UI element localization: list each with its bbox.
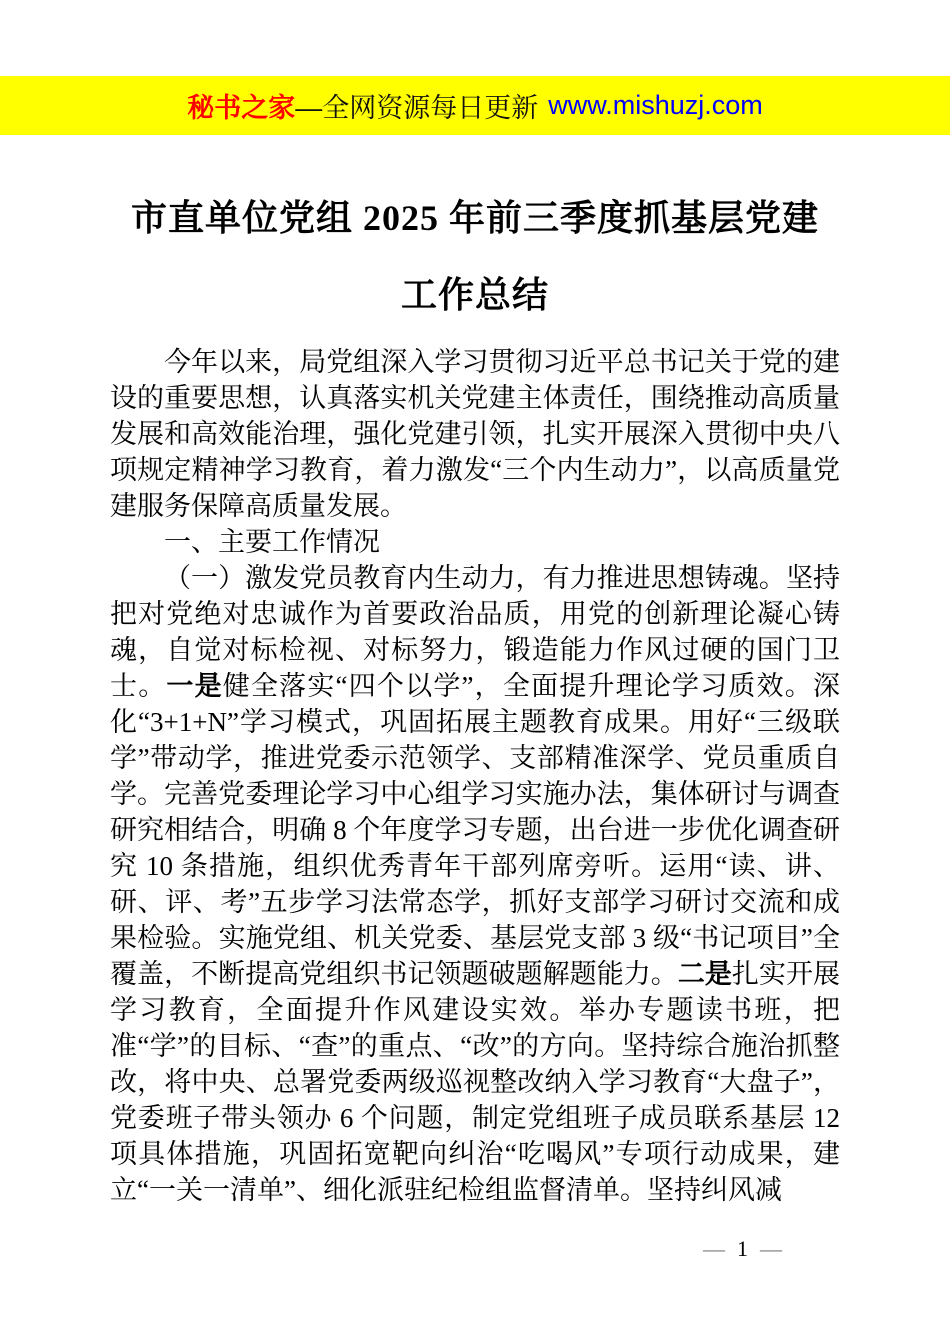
document-body — [110, 344, 840, 1208]
page-footer — [703, 1236, 782, 1262]
footer-dash-left: — — [703, 1236, 725, 1261]
site-tagline: —全网资源每日更新 — [295, 93, 539, 123]
document-title — [0, 180, 950, 334]
document-title-line-1: 市直单位党组 2025 年前三季度抓基层党建 — [130, 198, 819, 238]
section-heading-1: 一、主要工作情况 — [164, 527, 380, 557]
site-url-link[interactable]: www.mishuzj.com — [548, 90, 763, 120]
paragraph-intro: 今年以来，局党组深入学习贯彻习近平总书记关于党的建设的重要思想，认真落实机关党建主体责任，围绕推动高质量发展和高效能治理，强化党建引领，扎实开展深入贯彻中央八项规定精神学习教育，着力激发“三个内生动力”，以高质量党建服务保障高质量发展。 — [110, 347, 840, 521]
site-name: 秘书之家 — [187, 93, 296, 123]
footer-dash-right: — — [760, 1236, 782, 1261]
site-banner — [0, 76, 950, 135]
paragraph-section-1-1: （一）激发党员教育内生动力，有力推进思想铸魂。坚持把对党绝对忠诚作为首要政治品质，用党的创新理论凝心铸魂，自觉对标检视、对标努力，锻造能力作风过硬的国门卫士。一是健全落实“四个以学”，全面提升理论学习质效。深化“3+1+N”学习模式，巩固拓展主题教育成果。用好“三级联学”带动学，推进党委示范领学、支部精准深学、党员重质自学。完善党委理论学习中心组学习实施办法，集体研讨与调查研究相结合，明确 8 个年度学习专题，出台进一步优化调查研究 10 条措施，组织优秀青年干部列席旁听。运用“读、讲、研、评、考”五步学习法常态学，抓好支部学习研讨交流和成果检验。实施党组、机关党委、基层党支部 3 级“书记项目”全覆盖，不断提高党组织书记领题破题解题能力。二是扎实开展学习教育，全面提升作风建设实效。举办专题读书班，把准“学”的目标、“查”的重点、“改”的方向。坚持综合施治抓整改，将中央、总署党委两级巡视整改纳入学习教育“大盘子”，党委班子带头领办 6 个问题，制定党组班子成员联系基层 12 项具体措施，巩固拓宽靶向纠治“吃喝风”专项行动成果，建立“一关一清单”、细化派驻纪检组监督清单。坚持纠风减 — [110, 563, 841, 1205]
page-number: 1 — [737, 1236, 748, 1261]
document-title-line-2: 工作总结 — [400, 275, 549, 315]
